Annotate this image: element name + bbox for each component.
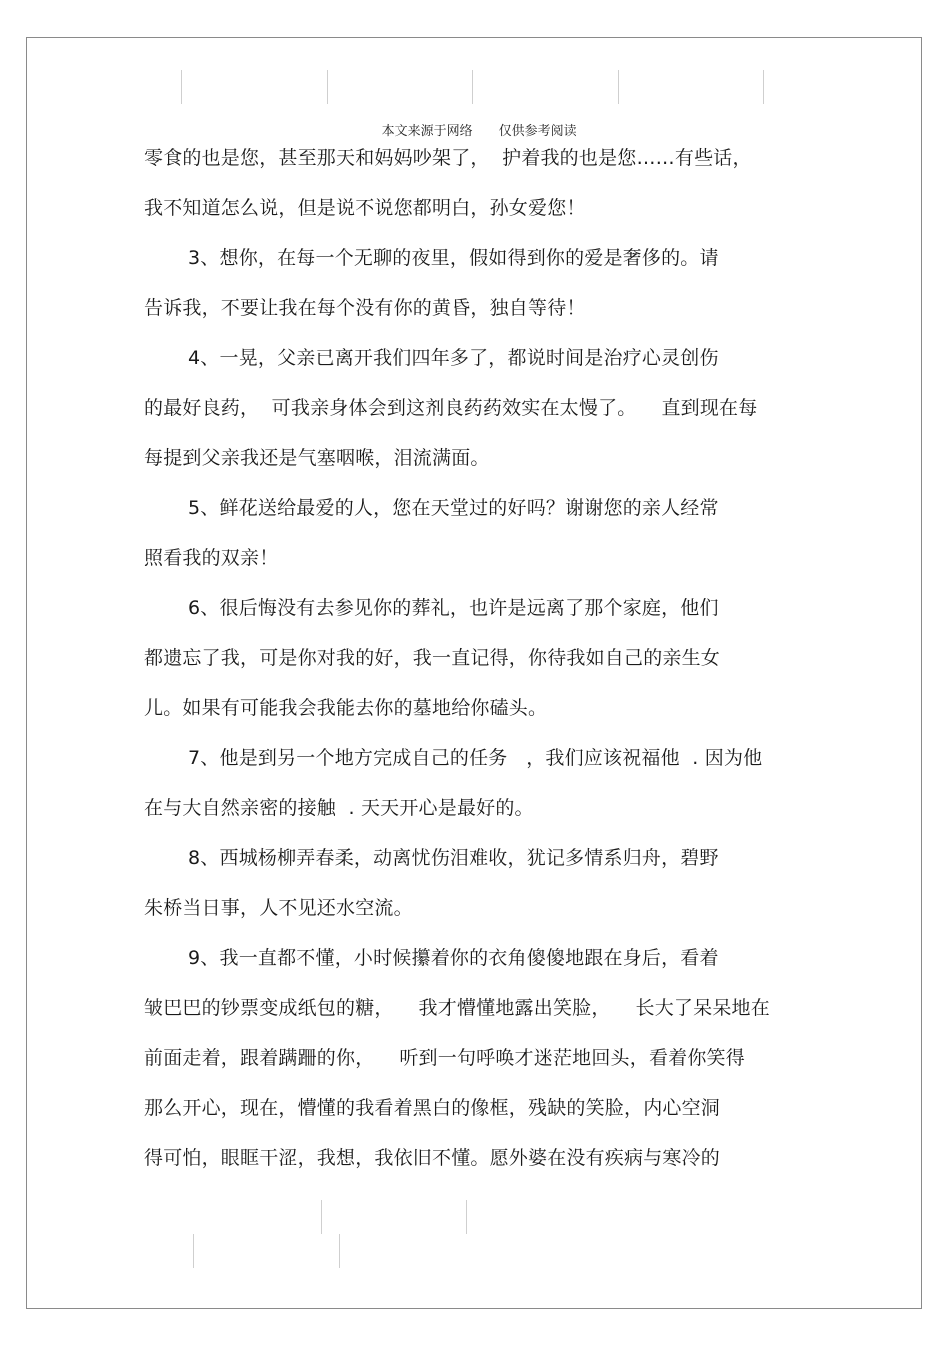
text-line: 8、西城杨柳弄春柔，动离忧伤泪难收，犹记多情系归舟，碧野	[188, 847, 719, 869]
header-tick-2	[327, 70, 328, 104]
header-tick-1	[181, 70, 182, 104]
document-body	[144, 133, 804, 1183]
header-tick-3	[472, 70, 473, 104]
text-line: 儿。如果有可能我会我能去你的墓地给你磕头。	[144, 697, 548, 719]
text-line: 皱巴巴的钞票变成纸包的糖， 我才懵懂地露出笑脸， 长大了呆呆地在	[144, 997, 770, 1019]
header-source-note: 本文来源于网络	[381, 124, 473, 139]
footer-tick-3	[193, 1234, 194, 1268]
text-line: 7、他是到另一个地方完成自己的任务 ，我们应该祝福他 . 因为他	[188, 747, 763, 769]
text-line: 9、我一直都不懂，小时候攥着你的衣角傻傻地跟在身后，看着	[188, 947, 719, 969]
text-line: 都遗忘了我，可是你对我的好，我一直记得，你待我如自己的亲生女	[144, 647, 721, 669]
text-line: 照看我的双亲！	[144, 547, 279, 569]
text-line: 那么开心，现在，懵懂的我看着黑白的像框，残缺的笑脸，内心空洞	[144, 1097, 721, 1119]
text-line: 得可怕，眼眶干涩，我想，我依旧不懂。愿外婆在没有疾病与寒冷的	[144, 1147, 721, 1169]
text-line: 3、想你，在每一个无聊的夜里，假如得到你的爱是奢侈的。请	[188, 247, 719, 269]
footer-tick-4	[339, 1234, 340, 1268]
text-line: 我不知道怎么说，但是说不说您都明白，孙女爱您！	[144, 197, 586, 219]
text-line: 在与大自然亲密的接触 . 天天开心是最好的。	[144, 797, 534, 819]
text-line: 前面走着，跟着蹒跚的你， 听到一句呼唤才迷茫地回头，看着你笑得	[144, 1047, 745, 1069]
text-line: 每提到父亲我还是气塞咽喉，泪流满面。	[144, 447, 490, 469]
text-line: 零食的也是您，甚至那天和妈妈吵架了， 护着我的也是您……有些话，	[144, 147, 752, 169]
header-tick-5	[763, 70, 764, 104]
text-line: 5、鲜花送给最爱的人，您在天堂过的好吗？谢谢您的亲人经常	[188, 497, 719, 519]
header-tick-4	[618, 70, 619, 104]
text-line: 的最好良药， 可我亲身体会到这剂良药药效实在太慢了。 直到现在每	[144, 397, 758, 419]
text-line: 朱桥当日事，人不见还水空流。	[144, 897, 413, 919]
header-reference-note: 仅供参考阅读	[498, 124, 577, 139]
footer-tick-2	[466, 1200, 467, 1234]
text-line: 告诉我，不要让我在每个没有你的黄昏，独自等待！	[144, 297, 586, 319]
text-line: 6、很后悔没有去参见你的葬礼，也许是远离了那个家庭，他们	[188, 597, 719, 619]
text-line: 4、一晃，父亲已离开我们四年多了，都说时间是治疗心灵创伤	[188, 347, 719, 369]
footer-tick-1	[321, 1200, 322, 1234]
